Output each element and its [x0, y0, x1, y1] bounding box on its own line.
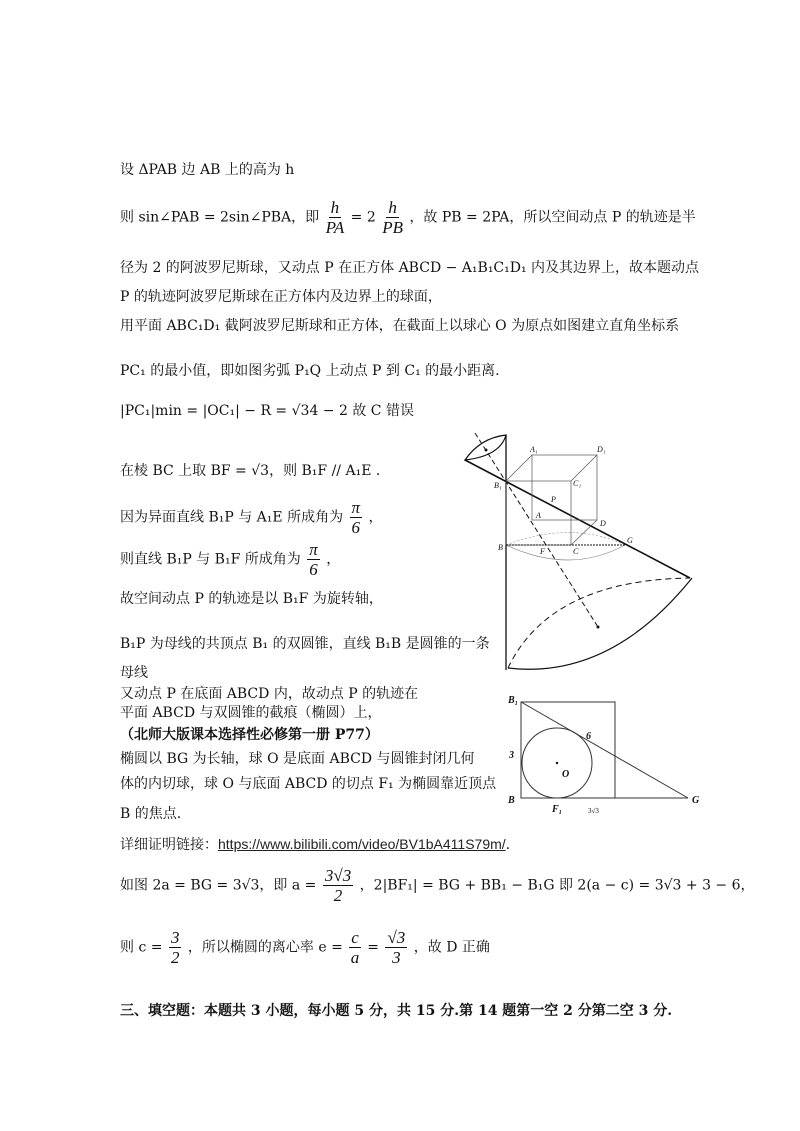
fraction: [323, 866, 353, 905]
denominator: PB: [382, 218, 403, 237]
label-G: G: [692, 795, 700, 806]
text: 则 sin∠PAB = 2sin∠PBA，即: [120, 209, 320, 226]
numerator: π: [309, 540, 318, 559]
label-A: A: [536, 511, 541, 520]
text-line: [120, 198, 696, 237]
label-F: F: [540, 547, 545, 556]
denominator: a: [350, 948, 360, 967]
cross-section-figure: [490, 685, 710, 820]
text: ，2|BF₁| = BG + BB₁ − B₁G 即 2(a − c) = 3√3 + 3 − 6，: [359, 877, 755, 894]
numerator: √3: [387, 928, 406, 947]
text-line: 体的内切球，球 O 与底面 ABCD 的切点 F₁ 为椭圆靠近顶点: [120, 776, 497, 792]
label-B: B: [508, 795, 515, 806]
label-D: D: [600, 519, 606, 528]
label-B: B: [498, 543, 503, 552]
denominator: PA: [325, 218, 345, 237]
denominator: 2: [170, 948, 180, 967]
label-G: G: [627, 536, 633, 545]
label-B1: B₁: [494, 481, 502, 490]
double-cone-figure: [460, 430, 700, 680]
text-line: 用平面 ABC₁D₁ 截阿波罗尼斯球和正方体，在截面上以球心 O 为原点如图建立直角坐标系: [120, 318, 680, 334]
label-F1: F₁: [552, 804, 563, 815]
numerator: c: [351, 928, 359, 947]
text: ，故 PB = 2PA，所以空间动点 P 的轨迹是半: [409, 209, 696, 226]
text: 则直线 B₁P 与 B₁F 所成角为: [120, 551, 301, 568]
section-heading: 三、填空题：本题共 3 小题，每小题 5 分，共 15 分.第 14 题第一空 2 分第二空 3 分.: [120, 1003, 673, 1019]
text-line: （北师大版课本选择性必修第一册 P77）: [120, 727, 379, 743]
label-side: 3: [509, 750, 514, 761]
fraction: [385, 928, 407, 967]
denominator: 2: [333, 886, 343, 905]
numerator: h: [330, 198, 340, 217]
fraction: [169, 928, 182, 967]
text-line: 设 ΔPAB 边 AB 上的高为 h: [120, 162, 295, 178]
denominator: 6: [351, 518, 361, 537]
label-base: 3√3: [588, 807, 599, 815]
text-line: P 的轨迹阿波罗尼斯球在正方体内及边界上的球面，: [120, 289, 442, 305]
denominator: 3: [392, 948, 401, 967]
text-line: PC₁ 的最小值，即如图劣弧 P₁Q 上动点 P 到 C₁ 的最小距离.: [120, 363, 500, 379]
text: 因为异面直线 B₁P 与 A₁E 所成角为: [120, 509, 344, 526]
text-line: B₁P 为母线的共顶点 B₁ 的双圆锥，直线 B₁B 是圆锥的一条: [120, 636, 490, 652]
text-line: [120, 928, 490, 967]
fraction: [326, 198, 345, 237]
text-line: [120, 866, 755, 905]
text-line: B 的焦点.: [120, 806, 182, 822]
label-C1: C₁: [573, 479, 582, 488]
fraction: [382, 198, 403, 237]
numerator: π: [351, 498, 361, 517]
text-line: 又动点 P 在底面 ABCD 内，故动点 P 的轨迹在: [120, 686, 419, 702]
text-line: 椭圆以 BG 为长轴，球 O 是底面 ABCD 与圆锥封闭几何: [120, 751, 475, 767]
label-hypotenuse: 6: [586, 731, 591, 742]
fraction: [350, 498, 363, 537]
text-line: 故空间动点 P 的轨迹是以 B₁F 为旋转轴，: [120, 591, 383, 607]
text-line: [120, 540, 340, 579]
text: =: [367, 939, 379, 956]
numerator: 3√3: [324, 866, 352, 885]
text-line: 径为 2 的阿波罗尼斯球，又动点 P 在正方体 ABCD − A₁B₁C₁D₁ 内及其边界上，故本题动点: [120, 260, 700, 276]
label-C: C: [573, 547, 579, 556]
numerator: 3: [170, 928, 180, 947]
text: ，故 D 正确: [413, 939, 490, 956]
denominator: 6: [309, 560, 318, 579]
text-line: 平面 ABCD 与双圆锥的截痕（椭圆）上，: [120, 705, 382, 721]
numerator: h: [388, 198, 397, 217]
text: ，: [326, 551, 341, 568]
text-line: [120, 834, 510, 855]
fraction: [349, 928, 361, 967]
text: 如图 2a = BG = 3√3，即 a =: [120, 877, 317, 894]
label-A1: A₁: [530, 445, 538, 454]
text: .: [505, 837, 511, 853]
text: = 2: [350, 209, 376, 226]
text: ，: [368, 509, 383, 526]
link-label: 详细证明链接：: [120, 837, 218, 853]
text: ，所以椭圆的离心率 e =: [187, 939, 343, 956]
text: 则 c =: [120, 939, 163, 956]
text-line: 在棱 BC 上取 BF = √3，则 B₁F // A₁E .: [120, 463, 381, 479]
label-P: P: [551, 495, 556, 504]
label-D1: D₁: [597, 445, 606, 454]
label-O: O: [562, 769, 570, 780]
label-B1: B₁: [508, 695, 519, 706]
text-line: 母线: [120, 665, 148, 681]
text-line: [120, 498, 383, 537]
fraction: [307, 540, 320, 579]
proof-link[interactable]: https://www.bilibili.com/video/BV1bA411S79m/: [218, 836, 506, 852]
text-line: |PC₁|min = |OC₁| − R = √34 − 2 故 C 错误: [120, 403, 414, 419]
